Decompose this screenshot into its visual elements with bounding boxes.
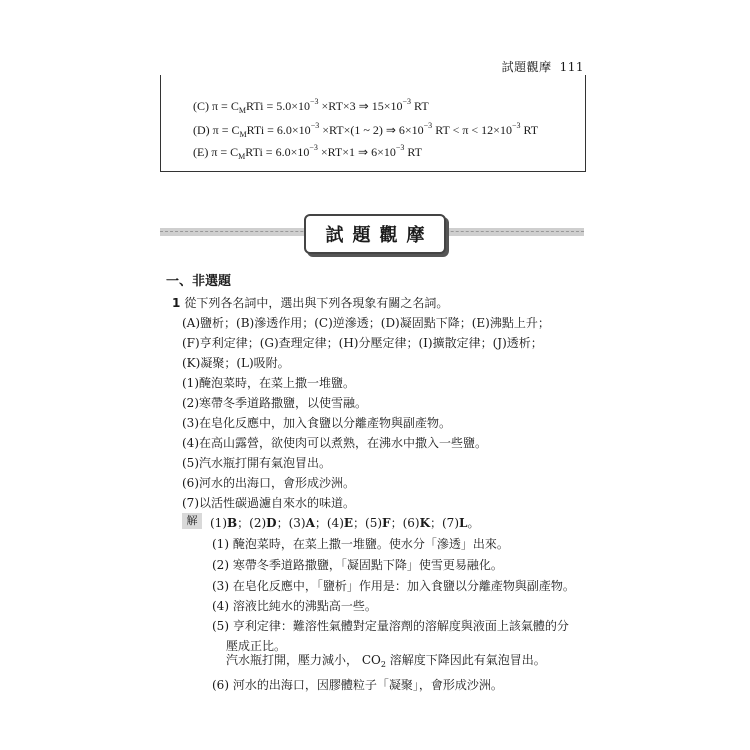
running-header (502, 58, 584, 75)
explanation-line: (6) 河水的出海口，因膠體粒子「凝聚」，會形成沙洲。 (212, 678, 503, 692)
question-item: (5)汽水瓶打開有氣泡冒出。 (182, 456, 331, 470)
question-item: (7)以活性碳過濾自來水的味道。 (182, 496, 355, 510)
equation-d: (D) $\pi = C_MRTi = 6.0\times 10^{-3} \times RT\times(1$ ~ 2) ⇒ $6\times 10^{-3}$ RT < $\pi < 12\times 10^{-3}$ RT (193, 121, 539, 139)
question-item: (2)寒帶冬季道路撒鹽，以使雪融。 (182, 396, 367, 410)
explanation-line: (2) 寒帶冬季道路撒鹽，「凝固點下降」使雪更易融化。 (212, 558, 503, 572)
option-line: (F)亨利定律；(G)查理定律；(H)分壓定律；(I)擴散定律；(J)透析； (182, 336, 543, 350)
answer-label: 解 (182, 513, 202, 529)
equation-c: (C) $\pi = C_MRTi = 5.0\times 10^{-3} \times RT\times 3$ ⇒ $15\times 10^{-3}$ RT (193, 97, 429, 115)
option-line: (A)鹽析；(B)滲透作用；(C)逆滲透；(D)凝固點下降；(E)沸點上升； (182, 316, 550, 330)
question-item: (3)在皂化反應中，加入食鹽以分離產物與副產物。 (182, 416, 451, 430)
option-line: (K)凝聚；(L)吸附。 (182, 356, 290, 370)
answer-summary: (1)B；(2)D；(3)A；(4)E；(5)F；(6)K；(7)L。 (210, 516, 480, 530)
question-stem: 1 從下列各名詞中，選出與下列各現象有關之名詞。 (172, 296, 449, 310)
explanation-line: 壓成正比。 (226, 639, 287, 653)
question-item: (1)醃泡菜時，在菜上撒一堆鹽。 (182, 376, 355, 390)
equation-e: (E) $\pi = C_MRTi = 6.0\times 10^{-3} \times RT\times 1$ ⇒ $6\times 10^{-3}$ RT (193, 143, 422, 161)
question-item: (6)河水的出海口，會形成沙洲。 (182, 476, 355, 490)
explanation-line: (1) 醃泡菜時，在菜上撒一堆鹽。使水分「滲透」出來。 (212, 537, 509, 551)
banner-title: 試題觀摩 (325, 225, 434, 246)
running-header-title: 試題觀摩 (501, 60, 552, 74)
section-banner (304, 214, 446, 254)
explanation-line: 汽水瓶打開，壓力減小， $CO_2$ 溶解度下降因此有氣泡冒出。 (226, 653, 546, 669)
equation-box (160, 75, 586, 172)
page-number: 111 (559, 60, 584, 74)
question-item: (4)在高山露營，欲使肉可以煮熟，在沸水中撒入一些鹽。 (182, 436, 488, 450)
explanation-line: (5) 亨利定律：難溶性氣體對定量溶劑的溶解度與液面上該氣體的分 (212, 619, 569, 633)
explanation-line: (3) 在皂化反應中，「鹽析」作用是：加入食鹽以分離產物與副產物。 (212, 579, 575, 593)
explanation-line: (4) 溶液比純水的沸點高一些。 (212, 599, 377, 613)
question-number: 1 (172, 296, 181, 310)
section-title: 一、非選題 (166, 274, 232, 289)
